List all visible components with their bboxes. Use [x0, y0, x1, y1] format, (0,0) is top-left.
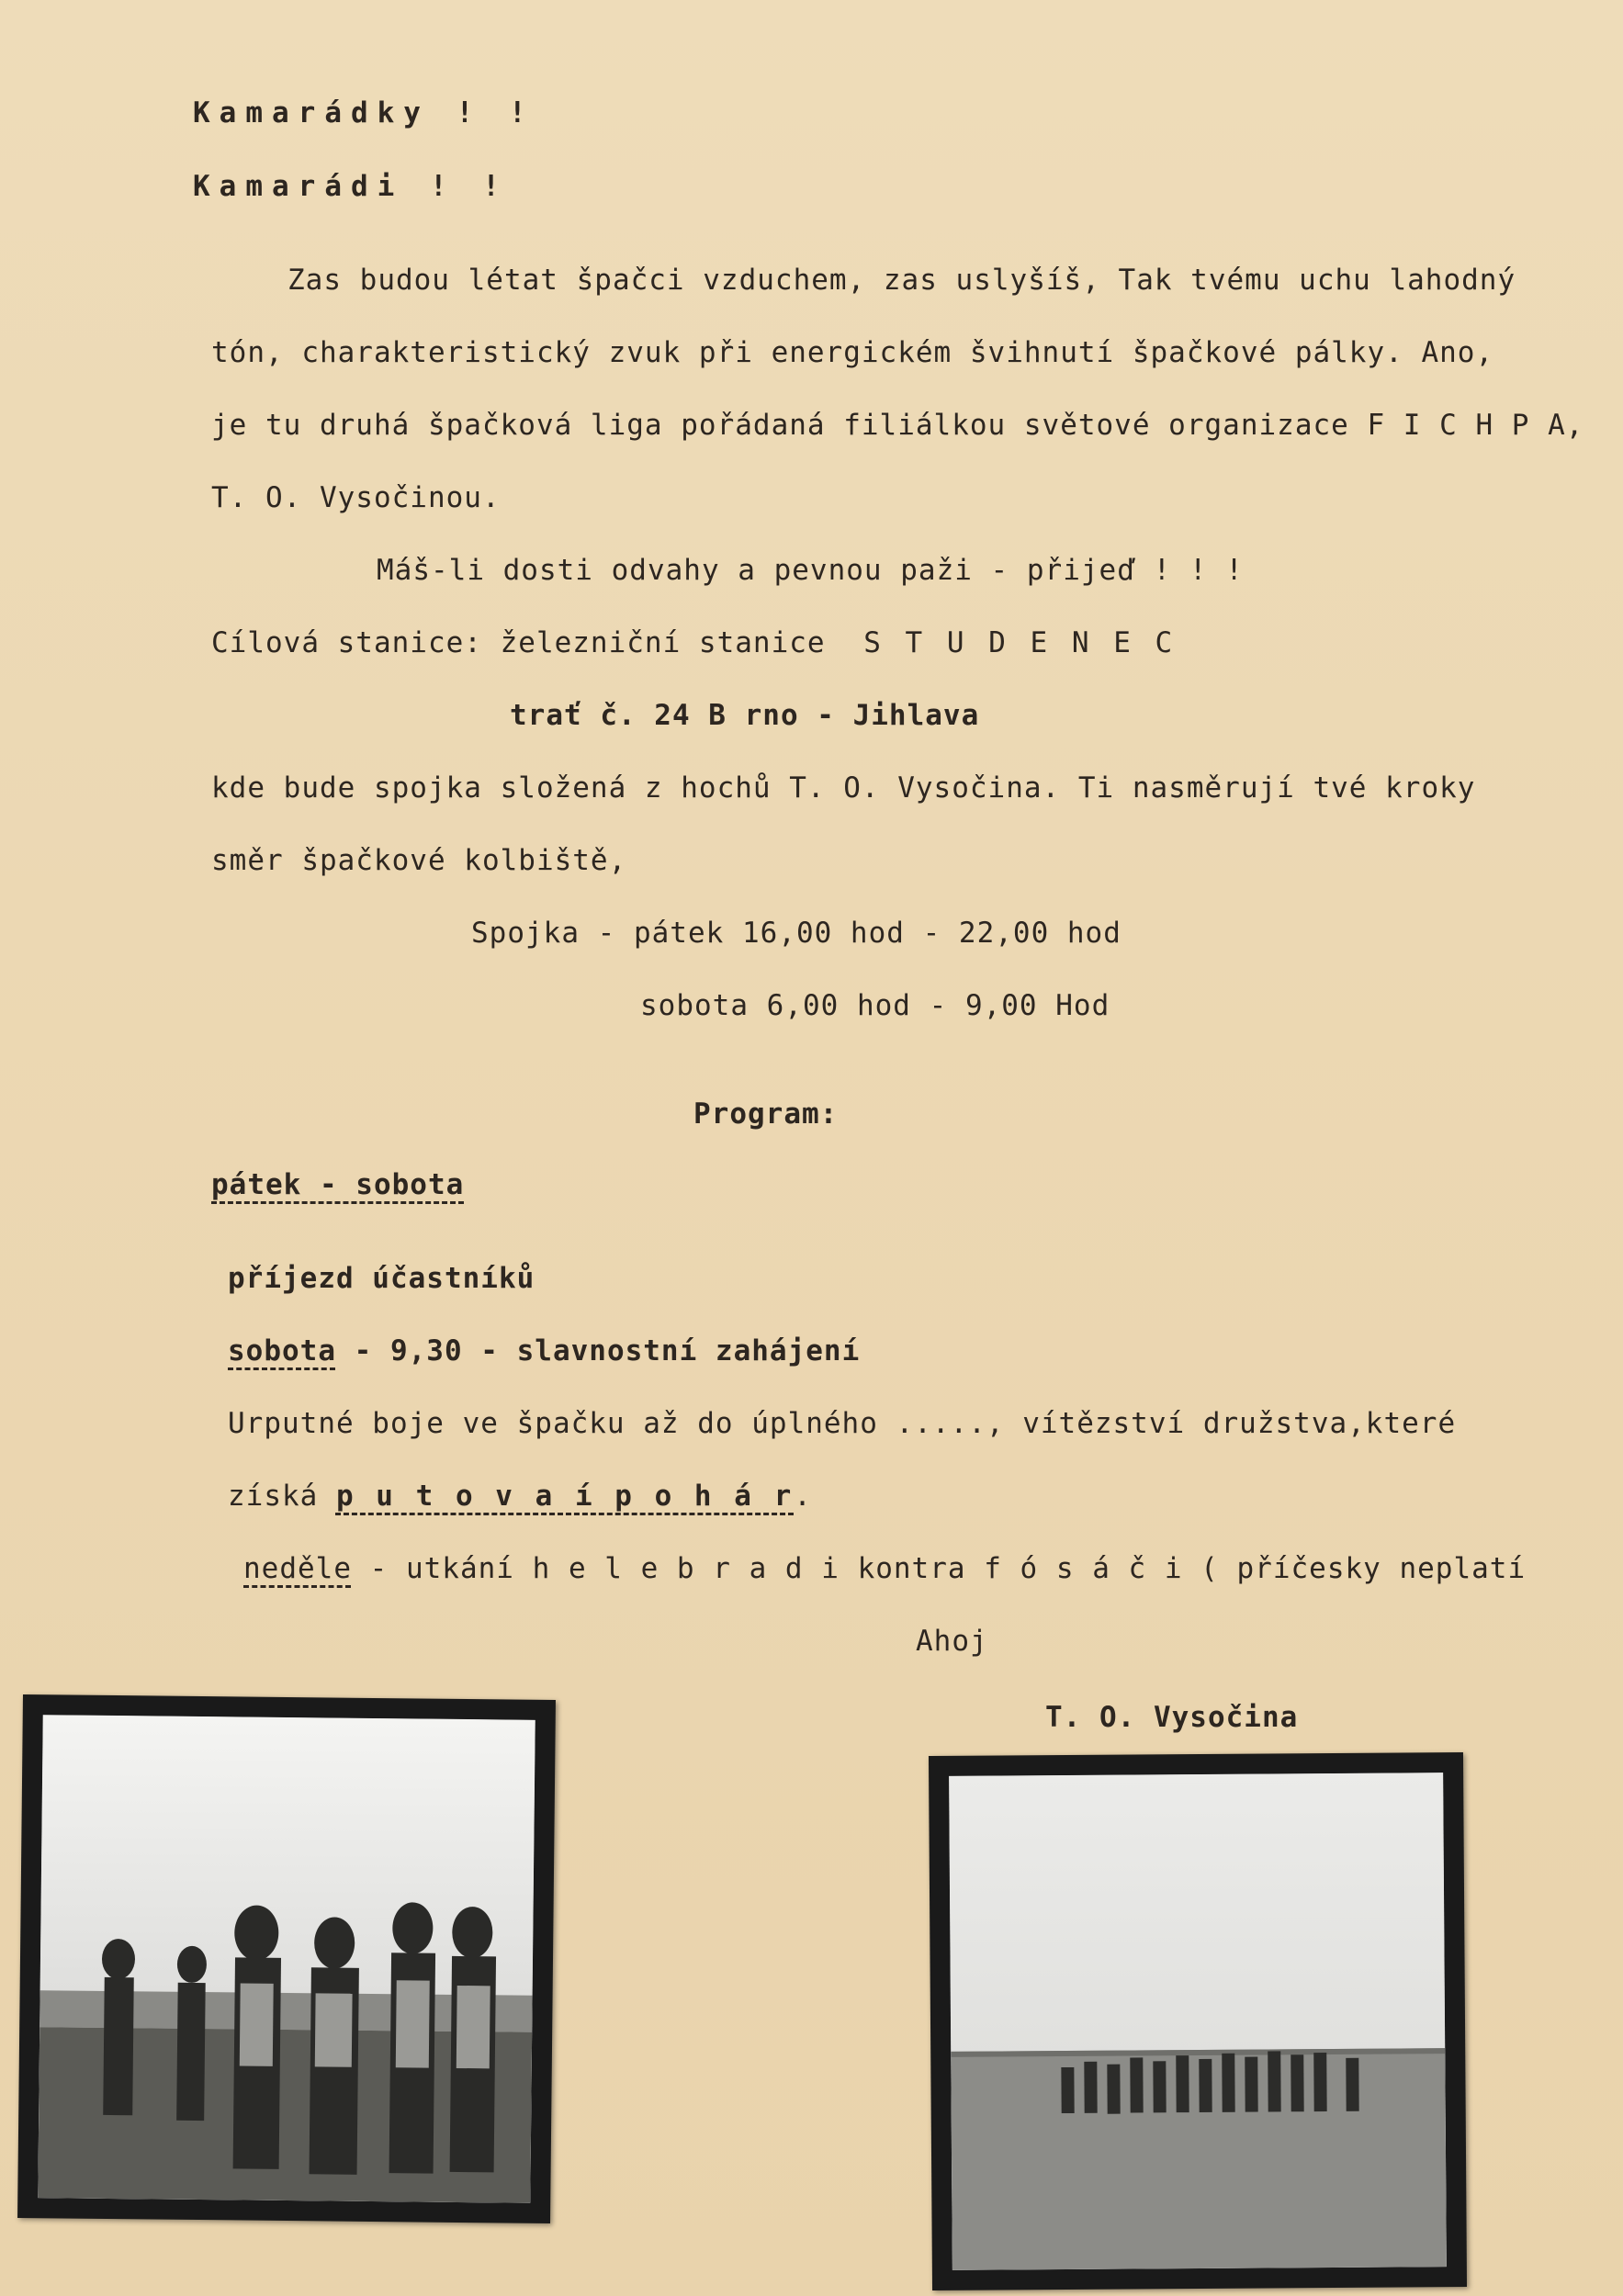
closing-signature: T. O. Vysočina: [1045, 1701, 1299, 1734]
closing-ahoj: Ahoj: [916, 1625, 988, 1658]
destination-station: S T U D E N E C: [863, 626, 1177, 659]
program-sunday: [243, 1550, 1526, 1587]
intro-line-4: T. O. Vysočinou.: [211, 481, 501, 514]
opening-day: sobota: [228, 1334, 336, 1367]
photo-group-portrait-image: [38, 1715, 535, 2203]
program-arrival: příjezd účastníků: [228, 1262, 535, 1295]
sunday-day: neděle: [243, 1552, 352, 1585]
opening-rest: - 9,30 - slavnostní zahájení: [335, 1334, 861, 1367]
program-opening: [228, 1333, 860, 1369]
intro-line-2: tón, charakteristický zvuk při energickém švihnutí špačkové pálky. Ano,: [211, 336, 1494, 369]
wins-prefix: získá: [228, 1480, 336, 1513]
destination-label: Cílová stanice: železniční stanice: [211, 626, 826, 659]
photo-field-group: [929, 1752, 1467, 2290]
trophy: p u t o v a í p o h á r: [335, 1480, 795, 1513]
intro-line-1: Zas budou létat špačci vzduchem, zas uslyšíš, Tak tvému uchu lahodný: [287, 264, 1516, 297]
greeting-line-2: Kamarádi ! !: [193, 170, 509, 203]
program-trophy-line: [228, 1478, 812, 1514]
photo-field-group-image: [949, 1773, 1447, 2270]
intro-line-3: je tu druhá špačková liga pořádaná filiálkou světové organizace F I C H P A,: [211, 409, 1584, 442]
call-to-action: Máš-li dosti odvahy a pevnou paži - přijeď ! ! !: [377, 554, 1244, 587]
destination-line: [211, 625, 1176, 661]
program-fights: Urputné boje ve špačku až do úplného ....., vítězství družstva,které: [228, 1407, 1457, 1440]
greeting-line-1: Kamarádky ! !: [193, 96, 535, 129]
program-days: pátek - sobota: [211, 1168, 465, 1201]
track-line: trať č. 24 B rno - Jihlava: [510, 699, 980, 732]
schedule-saturday: sobota 6,00 hod - 9,00 Hod: [640, 989, 1110, 1022]
photo-group-portrait: [17, 1694, 556, 2223]
sunday-rest: - utkání h e l e b r a d i kontra f ó s á č i ( příčesky neplatí: [351, 1552, 1527, 1585]
contact-line-1: kde bude spojka složená z hochů T. O. Vysočina. Ti nasměrují tvé kroky: [211, 771, 1476, 805]
program-heading: Program:: [693, 1097, 839, 1131]
schedule-friday: Spojka - pátek 16,00 hod - 22,00 hod: [471, 917, 1121, 950]
contact-line-2: směr špačkové kolbiště,: [211, 844, 627, 877]
trophy-end: .: [794, 1480, 812, 1513]
